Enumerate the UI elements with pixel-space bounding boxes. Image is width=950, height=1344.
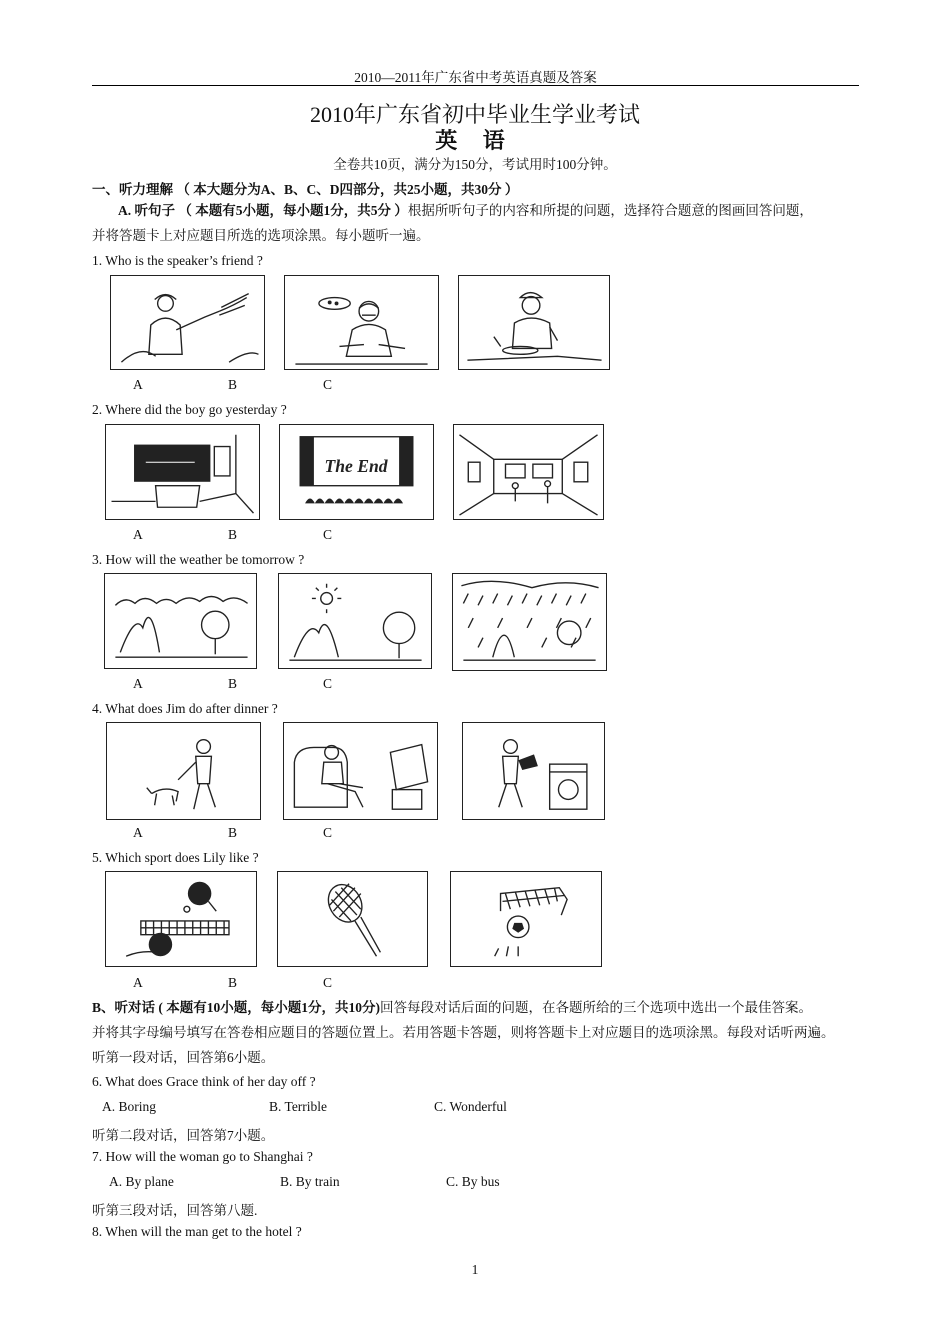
option-label-c: C bbox=[323, 825, 333, 840]
question-1: 1. Who is the speaker’s friend ? bbox=[92, 253, 263, 268]
ping-pong-picture[interactable] bbox=[105, 871, 257, 967]
exam-title: 2010年广东省初中毕业生学业考试 bbox=[309, 102, 640, 127]
q7-option-b[interactable]: B. By train bbox=[280, 1174, 340, 1189]
q6-option-c[interactable]: C. Wonderful bbox=[434, 1099, 507, 1114]
dialog-2-instruction: 听第二段对话，回答第7小题。 bbox=[92, 1128, 275, 1143]
watch-tv-picture[interactable] bbox=[283, 722, 438, 820]
cloudy-picture[interactable] bbox=[104, 573, 257, 669]
doctor-picture[interactable] bbox=[284, 275, 439, 370]
part-b-instructions-1: 回答每段对话后面的问题，在各题所给的三个选项中选出一个最佳答案。 bbox=[380, 1000, 812, 1015]
part-a-lead: A. 听句子 （ 本题有5小题，每小题1分，共5分 ） bbox=[118, 203, 408, 218]
dialog-3-instruction: 听第三段对话，回答第八题. bbox=[92, 1203, 258, 1218]
option-label-c: C bbox=[323, 527, 333, 542]
classroom-picture[interactable] bbox=[105, 424, 260, 520]
cook-picture[interactable] bbox=[458, 275, 610, 370]
option-label-a: A bbox=[133, 676, 143, 691]
header-rule bbox=[92, 85, 859, 86]
walk-dog-picture[interactable] bbox=[106, 722, 261, 820]
option-label-c: C bbox=[323, 975, 333, 990]
question-2: 2. Where did the boy go yesterday ? bbox=[92, 402, 287, 417]
dialog-1-instruction: 听第一段对话，回答第6小题。 bbox=[92, 1050, 275, 1065]
part-a-instructions-1: 根据所听句子的内容和所提的问题，选择符合题意的图画回答问题， bbox=[407, 203, 813, 218]
part-a-instructions bbox=[92, 198, 862, 248]
question-7: 7. How will the woman go to Shanghai ? bbox=[92, 1149, 313, 1164]
page-number: 1 bbox=[471, 1262, 479, 1277]
question-6: 6. What does Grace think of her day off ? bbox=[92, 1074, 316, 1089]
q6-option-a[interactable]: A. Boring bbox=[102, 1099, 156, 1114]
running-header: 2010—2011年广东省中考英语真题及答案 bbox=[354, 70, 597, 85]
section-heading: 一、听力理解 （ 本大题分为A、B、C、D四部分，共25小题，共30分 ） bbox=[92, 182, 519, 197]
museum-picture[interactable] bbox=[453, 424, 604, 520]
option-label-a: A bbox=[133, 825, 143, 840]
cinema-screen-text: The End bbox=[324, 456, 388, 476]
firefighter-picture[interactable] bbox=[110, 275, 265, 370]
option-label-b: B bbox=[228, 377, 238, 392]
exam-info: 全卷共10页，满分为150分，考试用时100分钟。 bbox=[333, 157, 617, 172]
q7-option-c[interactable]: C. By bus bbox=[446, 1174, 500, 1189]
question-8: 8. When will the man get to the hotel ? bbox=[92, 1224, 302, 1239]
q6-option-b[interactable]: B. Terrible bbox=[269, 1099, 328, 1114]
option-label-b: B bbox=[228, 975, 238, 990]
option-label-a: A bbox=[133, 377, 143, 392]
football-picture[interactable] bbox=[450, 871, 602, 967]
rainy-picture[interactable] bbox=[452, 573, 607, 671]
laundry-picture[interactable] bbox=[462, 722, 605, 820]
option-label-c: C bbox=[323, 377, 333, 392]
option-label-b: B bbox=[228, 527, 238, 542]
part-b-lead: B、听对话 ( 本题有10小题，每小题1分，共10分) bbox=[92, 1000, 380, 1015]
q7-option-a[interactable]: A. By plane bbox=[109, 1174, 174, 1189]
tennis-picture[interactable] bbox=[277, 871, 428, 967]
option-label-a: A bbox=[133, 527, 143, 542]
option-label-b: B bbox=[228, 676, 238, 691]
question-3: 3. How will the weather be tomorrow ? bbox=[92, 552, 305, 567]
question-4: 4. What does Jim do after dinner ? bbox=[92, 701, 278, 716]
option-label-a: A bbox=[133, 975, 143, 990]
cinema-picture[interactable] bbox=[279, 424, 434, 520]
part-a-instructions-2: 并将答题卡上对应题目所选的选项涂黑。每小题听一遍。 bbox=[92, 228, 430, 243]
part-b-instructions bbox=[92, 995, 862, 1070]
sunny-picture[interactable] bbox=[278, 573, 432, 669]
question-5: 5. Which sport does Lily like ? bbox=[92, 850, 259, 865]
part-b-instructions-2: 并将其字母编号填写在答卷相应题目的答题位置上。若用答题卡答题，则将答题卡上对应题目的选项涂黑。每段对话听两遍。 bbox=[92, 1025, 835, 1040]
exam-subject: 英 语 bbox=[435, 128, 515, 153]
option-label-b: B bbox=[228, 825, 238, 840]
option-label-c: C bbox=[323, 676, 333, 691]
